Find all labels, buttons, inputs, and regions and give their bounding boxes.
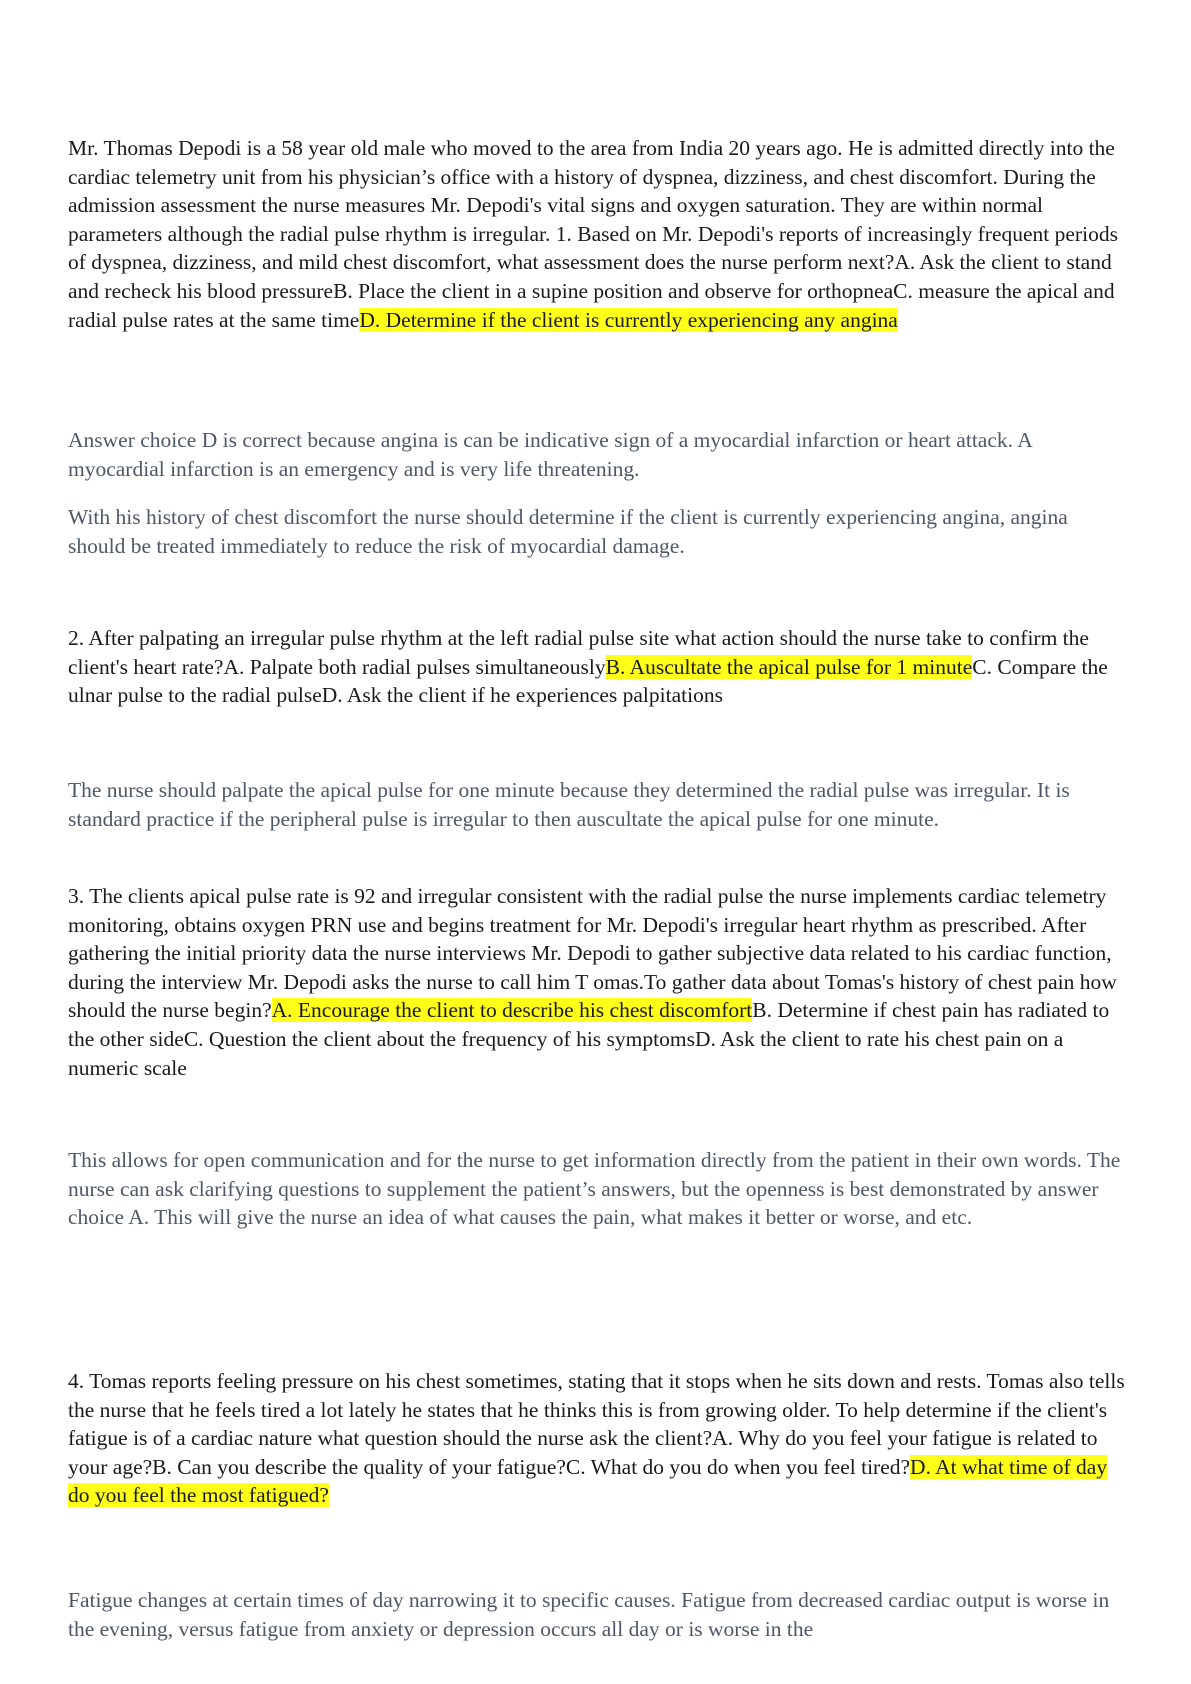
question-4-highlighted-answer: D. At what time of day do you feel the most fatigued? <box>68 1454 1108 1508</box>
explanation-1a: Answer choice D is correct because angina is can be indicative sign of a myocardial infarction or heart attack. A myocardial infarction is an emergency and is very life threatening. <box>68 428 1032 481</box>
question-2 <box>68 624 1128 710</box>
question-3 <box>68 882 1128 1082</box>
question-1-highlighted-answer: D. Determine if the client is currently experiencing any angina <box>359 307 898 332</box>
question-2-highlighted-answer: B. Auscultate the apical pulse for 1 minute <box>605 654 973 679</box>
question-2-text-after: C. Compare the ulnar pulse to the radial pulseD. Ask the client if he experiences palpitations <box>68 654 1108 708</box>
question-3-highlighted-answer: A. Encourage the client to describe his chest discomfort <box>271 998 753 1023</box>
explanation-2: The nurse should palpate the apical pulse for one minute because they determined the radial pulse was irregular. It is standard practice if the peripheral pulse is irregular to then auscultate the apical pulse for one minute. <box>68 778 1070 831</box>
question-4-text: 4. Tomas reports feeling pressure on his chest sometimes, stating that it stops when he sits down and rests. Tomas also tells the nurse that he feels tired a lot lately he states that he thinks this is from growing older. To help determine if the client's fatigue is of a cardiac nature what question should the nurse ask the client?A. Why do you feel your fatigue is related to your age?B. Can you describe the quality of your fatigue?C. What do you do when you feel tired? <box>68 1369 1125 1479</box>
question-1-text: Mr. Thomas Depodi is a 58 year old male who moved to the area from India 20 years ago. He is admitted directly into the cardiac telemetry unit from his physician’s office with a history of dyspnea, dizziness, and chest discomfort. During the admission assessment the nurse measures Mr. Depodi's vital signs and oxygen saturation. They are within normal parameters although the radial pulse rhythm is irregular. 1. Based on Mr. Depodi's reports of increasingly frequent periods of dyspnea, dizziness, and mild chest discomfort, what assessment does the nurse perform next?A. Ask the client to stand and recheck his blood pressureB. Place the client in a supine position and observe for orthopneaC. measure the apical and radial pulse rates at the same time <box>68 136 1118 332</box>
explanation-4: Fatigue changes at certain times of day narrowing it to specific causes. Fatigue from decreased cardiac output is worse in the evening, versus fatigue from anxiety or depression occurs all day or is worse in the <box>68 1588 1110 1641</box>
explanation-3: This allows for open communication and for the nurse to get information directly from the patient in their own words. The nurse can ask clarifying questions to supplement the patient’s answers, but the openness is best demonstrated by answer choice A. This will give the nurse an idea of what causes the pain, what makes it better or worse, and etc. <box>68 1148 1121 1230</box>
question-3-text-after: B. Determine if chest pain has radiated to the other sideC. Question the client about the frequency of his symptomsD. Ask the client to rate his chest pain on a numeric scale <box>68 998 1110 1080</box>
question-2-text: 2. After palpating an irregular pulse rhythm at the left radial pulse site what action should the nurse take to confirm the client's heart rate?A. Palpate both radial pulses simultaneously <box>68 626 1089 679</box>
question-4 <box>68 1367 1128 1510</box>
question-1 <box>68 134 1128 334</box>
explanation-1b: With his history of chest discomfort the nurse should determine if the client is currently experiencing angina, angina should be treated immediately to reduce the risk of myocardial damage. <box>68 505 1068 558</box>
question-3-text: 3. The clients apical pulse rate is 92 and irregular consistent with the radial pulse the nurse implements cardiac telemetry monitoring, obtains oxygen PRN use and begins treatment for Mr. Depodi's irregular heart rhythm as prescribed. After gathering the initial priority data the nurse interviews Mr. Depodi to gather subjective data related to his cardiac function, during the interview Mr. Depodi asks the nurse to call him T omas.To gather data about Tomas's history of chest pain how should the nurse begin? <box>68 884 1117 1023</box>
